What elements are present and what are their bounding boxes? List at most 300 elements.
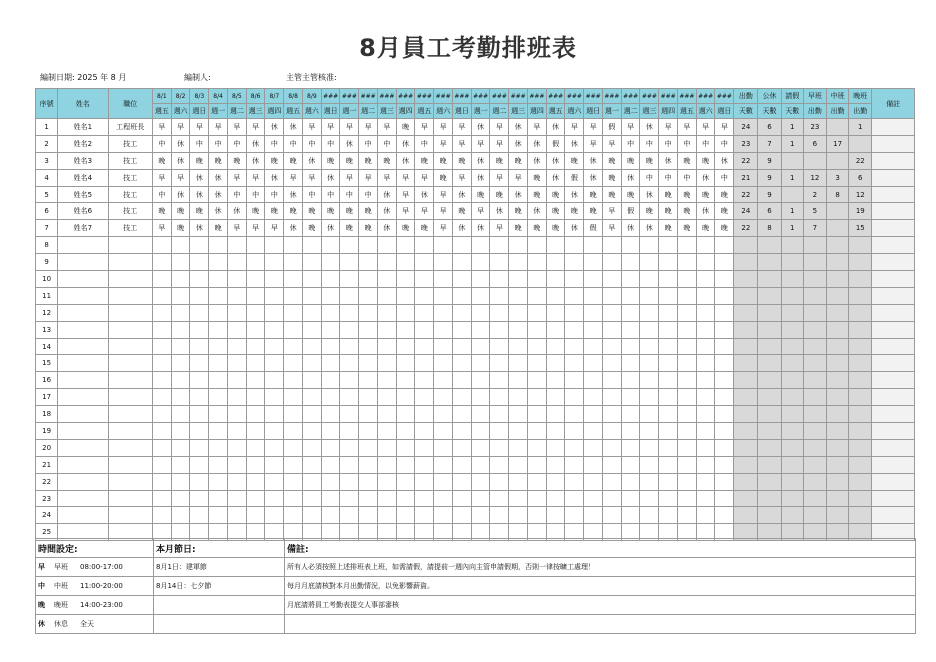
- empty-cell[interactable]: [302, 287, 321, 304]
- empty-cell[interactable]: [471, 389, 490, 406]
- empty-cell[interactable]: [509, 237, 528, 254]
- empty-cell[interactable]: [227, 406, 246, 423]
- empty-cell[interactable]: [565, 507, 584, 524]
- stat-cell[interactable]: [781, 254, 803, 271]
- shift-cell[interactable]: 中: [640, 135, 659, 152]
- empty-cell[interactable]: [359, 406, 378, 423]
- empty-cell[interactable]: [340, 271, 359, 288]
- empty-cell[interactable]: [171, 456, 190, 473]
- stat-cell[interactable]: [827, 321, 849, 338]
- empty-cell[interactable]: [108, 389, 152, 406]
- empty-cell[interactable]: [565, 254, 584, 271]
- empty-cell[interactable]: [677, 473, 696, 490]
- empty-cell[interactable]: [265, 507, 284, 524]
- shift-cell[interactable]: 晚: [715, 220, 734, 237]
- stat-cell[interactable]: [781, 507, 803, 524]
- empty-cell[interactable]: [302, 389, 321, 406]
- shift-cell[interactable]: 早: [152, 119, 171, 136]
- shift-cell[interactable]: 晚: [659, 203, 678, 220]
- empty-cell[interactable]: [396, 287, 415, 304]
- empty-cell[interactable]: [227, 271, 246, 288]
- shift-cell[interactable]: 晚: [527, 169, 546, 186]
- shift-cell[interactable]: 早: [415, 203, 434, 220]
- empty-cell[interactable]: [584, 338, 603, 355]
- empty-cell[interactable]: [190, 490, 209, 507]
- shift-cell[interactable]: 晚: [659, 220, 678, 237]
- empty-cell[interactable]: [415, 406, 434, 423]
- empty-cell[interactable]: [152, 456, 171, 473]
- empty-cell[interactable]: [415, 389, 434, 406]
- empty-cell[interactable]: [640, 406, 659, 423]
- stat-cell[interactable]: [734, 372, 758, 389]
- empty-cell[interactable]: [565, 389, 584, 406]
- shift-cell[interactable]: 假: [546, 135, 565, 152]
- empty-cell[interactable]: [377, 473, 396, 490]
- empty-cell[interactable]: [265, 237, 284, 254]
- empty-cell[interactable]: [640, 237, 659, 254]
- shift-cell[interactable]: 中: [152, 186, 171, 203]
- employee-name[interactable]: 姓名6: [58, 203, 108, 220]
- stat-cell[interactable]: [827, 355, 849, 372]
- empty-cell[interactable]: [490, 254, 509, 271]
- shift-cell[interactable]: 休: [509, 186, 528, 203]
- empty-cell[interactable]: [321, 456, 340, 473]
- stat-cell[interactable]: 6: [803, 135, 826, 152]
- empty-cell[interactable]: [227, 456, 246, 473]
- shift-cell[interactable]: 休: [509, 135, 528, 152]
- empty-cell[interactable]: [490, 473, 509, 490]
- stat-cell[interactable]: [758, 304, 781, 321]
- empty-cell[interactable]: [321, 338, 340, 355]
- empty-cell[interactable]: [227, 490, 246, 507]
- empty-cell[interactable]: [190, 423, 209, 440]
- empty-cell[interactable]: [227, 287, 246, 304]
- empty-cell[interactable]: [190, 338, 209, 355]
- empty-cell[interactable]: [209, 355, 228, 372]
- empty-cell[interactable]: [659, 237, 678, 254]
- empty-cell[interactable]: [265, 406, 284, 423]
- empty-cell[interactable]: [696, 473, 715, 490]
- empty-cell[interactable]: [584, 271, 603, 288]
- stat-cell[interactable]: [781, 439, 803, 456]
- empty-cell[interactable]: [377, 406, 396, 423]
- empty-cell[interactable]: [265, 423, 284, 440]
- empty-cell[interactable]: [152, 490, 171, 507]
- shift-cell[interactable]: 假: [602, 119, 621, 136]
- stat-cell[interactable]: [849, 287, 872, 304]
- shift-cell[interactable]: 休: [584, 169, 603, 186]
- empty-cell[interactable]: [58, 473, 108, 490]
- shift-cell[interactable]: 早: [415, 169, 434, 186]
- empty-cell[interactable]: [677, 271, 696, 288]
- empty-cell[interactable]: [527, 321, 546, 338]
- empty-cell[interactable]: [209, 338, 228, 355]
- empty-cell[interactable]: [302, 355, 321, 372]
- empty-cell[interactable]: [659, 355, 678, 372]
- empty-cell[interactable]: [340, 287, 359, 304]
- employee-position[interactable]: 技工: [108, 220, 152, 237]
- empty-cell[interactable]: [377, 237, 396, 254]
- empty-cell[interactable]: [58, 439, 108, 456]
- empty-cell[interactable]: [246, 355, 265, 372]
- empty-cell[interactable]: [246, 473, 265, 490]
- stat-cell[interactable]: [781, 473, 803, 490]
- shift-cell[interactable]: 休: [321, 220, 340, 237]
- empty-cell[interactable]: [152, 321, 171, 338]
- empty-cell[interactable]: [377, 338, 396, 355]
- empty-cell[interactable]: [227, 254, 246, 271]
- empty-cell[interactable]: [602, 372, 621, 389]
- stat-cell[interactable]: [803, 152, 826, 169]
- shift-cell[interactable]: 晚: [565, 152, 584, 169]
- empty-cell[interactable]: [471, 271, 490, 288]
- stat-cell[interactable]: [734, 389, 758, 406]
- empty-cell[interactable]: [377, 287, 396, 304]
- empty-cell[interactable]: [715, 254, 734, 271]
- shift-cell[interactable]: 休: [284, 220, 303, 237]
- empty-cell[interactable]: [565, 423, 584, 440]
- empty-cell[interactable]: [321, 321, 340, 338]
- shift-cell[interactable]: 晚: [321, 203, 340, 220]
- empty-cell[interactable]: [377, 456, 396, 473]
- empty-cell[interactable]: [359, 321, 378, 338]
- employee-name[interactable]: 姓名2: [58, 135, 108, 152]
- empty-cell[interactable]: [415, 355, 434, 372]
- empty-cell[interactable]: [546, 473, 565, 490]
- empty-cell[interactable]: [396, 321, 415, 338]
- empty-cell[interactable]: [284, 389, 303, 406]
- stat-cell[interactable]: 24: [734, 203, 758, 220]
- shift-cell[interactable]: 假: [621, 203, 640, 220]
- empty-cell[interactable]: [190, 287, 209, 304]
- stat-cell[interactable]: [803, 254, 826, 271]
- empty-cell[interactable]: [359, 355, 378, 372]
- empty-cell[interactable]: [696, 304, 715, 321]
- empty-cell[interactable]: [396, 439, 415, 456]
- empty-cell[interactable]: [108, 355, 152, 372]
- empty-cell[interactable]: [152, 389, 171, 406]
- shift-cell[interactable]: 晚: [302, 203, 321, 220]
- empty-cell[interactable]: [340, 423, 359, 440]
- empty-cell[interactable]: [659, 338, 678, 355]
- empty-cell[interactable]: [471, 338, 490, 355]
- empty-cell[interactable]: [321, 271, 340, 288]
- empty-cell[interactable]: [452, 406, 471, 423]
- empty-cell[interactable]: [602, 507, 621, 524]
- stat-cell[interactable]: 21: [734, 169, 758, 186]
- shift-cell[interactable]: 中: [284, 135, 303, 152]
- empty-cell[interactable]: [227, 389, 246, 406]
- shift-cell[interactable]: 晚: [359, 220, 378, 237]
- empty-cell[interactable]: [246, 287, 265, 304]
- stat-cell[interactable]: [827, 203, 849, 220]
- empty-cell[interactable]: [171, 321, 190, 338]
- remark-cell[interactable]: [872, 119, 915, 136]
- empty-cell[interactable]: [58, 456, 108, 473]
- empty-cell[interactable]: [190, 507, 209, 524]
- empty-cell[interactable]: [546, 406, 565, 423]
- empty-cell[interactable]: [527, 423, 546, 440]
- stat-cell[interactable]: [849, 490, 872, 507]
- stat-cell[interactable]: 22: [734, 186, 758, 203]
- empty-cell[interactable]: [396, 237, 415, 254]
- stat-cell[interactable]: [781, 321, 803, 338]
- empty-cell[interactable]: [377, 389, 396, 406]
- shift-cell[interactable]: 早: [377, 169, 396, 186]
- empty-cell[interactable]: [190, 304, 209, 321]
- stat-cell[interactable]: [849, 389, 872, 406]
- empty-cell[interactable]: [602, 304, 621, 321]
- shift-cell[interactable]: 早: [584, 135, 603, 152]
- shift-cell[interactable]: 休: [190, 186, 209, 203]
- shift-cell[interactable]: 休: [471, 152, 490, 169]
- empty-cell[interactable]: [490, 439, 509, 456]
- stat-cell[interactable]: [734, 338, 758, 355]
- shift-cell[interactable]: 中: [227, 135, 246, 152]
- stat-cell[interactable]: [827, 338, 849, 355]
- stat-cell[interactable]: [803, 287, 826, 304]
- stat-cell[interactable]: 7: [803, 220, 826, 237]
- empty-cell[interactable]: [209, 389, 228, 406]
- empty-cell[interactable]: [434, 304, 453, 321]
- shift-cell[interactable]: 晚: [452, 203, 471, 220]
- stat-cell[interactable]: [827, 490, 849, 507]
- stat-cell[interactable]: 7: [758, 135, 781, 152]
- empty-cell[interactable]: [434, 237, 453, 254]
- empty-cell[interactable]: [396, 338, 415, 355]
- empty-cell[interactable]: [171, 473, 190, 490]
- shift-cell[interactable]: 休: [209, 203, 228, 220]
- stat-cell[interactable]: 6: [758, 119, 781, 136]
- empty-cell[interactable]: [696, 423, 715, 440]
- empty-cell[interactable]: [265, 456, 284, 473]
- shift-cell[interactable]: 晚: [302, 220, 321, 237]
- shift-cell[interactable]: 早: [621, 119, 640, 136]
- empty-cell[interactable]: [452, 372, 471, 389]
- empty-cell[interactable]: [415, 456, 434, 473]
- shift-cell[interactable]: 中: [715, 169, 734, 186]
- stat-cell[interactable]: [849, 321, 872, 338]
- empty-cell[interactable]: [621, 389, 640, 406]
- empty-cell[interactable]: [171, 355, 190, 372]
- stat-cell[interactable]: 17: [827, 135, 849, 152]
- shift-cell[interactable]: 早: [659, 119, 678, 136]
- empty-cell[interactable]: [640, 490, 659, 507]
- empty-cell[interactable]: [190, 355, 209, 372]
- shift-cell[interactable]: 中: [265, 186, 284, 203]
- shift-cell[interactable]: 休: [452, 220, 471, 237]
- empty-cell[interactable]: [284, 287, 303, 304]
- empty-cell[interactable]: [227, 473, 246, 490]
- empty-cell[interactable]: [246, 304, 265, 321]
- shift-cell[interactable]: 早: [602, 135, 621, 152]
- empty-cell[interactable]: [434, 254, 453, 271]
- empty-cell[interactable]: [621, 287, 640, 304]
- empty-cell[interactable]: [396, 507, 415, 524]
- empty-cell[interactable]: [621, 271, 640, 288]
- empty-cell[interactable]: [284, 321, 303, 338]
- empty-cell[interactable]: [640, 321, 659, 338]
- empty-cell[interactable]: [696, 406, 715, 423]
- empty-cell[interactable]: [359, 271, 378, 288]
- stat-cell[interactable]: [849, 372, 872, 389]
- stat-cell[interactable]: [734, 304, 758, 321]
- stat-cell[interactable]: 1: [781, 135, 803, 152]
- empty-cell[interactable]: [546, 507, 565, 524]
- empty-cell[interactable]: [152, 423, 171, 440]
- empty-cell[interactable]: [209, 507, 228, 524]
- empty-cell[interactable]: [171, 254, 190, 271]
- empty-cell[interactable]: [209, 271, 228, 288]
- shift-cell[interactable]: 休: [171, 186, 190, 203]
- stat-cell[interactable]: [803, 389, 826, 406]
- empty-cell[interactable]: [108, 372, 152, 389]
- empty-cell[interactable]: [434, 355, 453, 372]
- empty-cell[interactable]: [302, 372, 321, 389]
- empty-cell[interactable]: [490, 406, 509, 423]
- empty-cell[interactable]: [509, 287, 528, 304]
- shift-cell[interactable]: 早: [602, 203, 621, 220]
- empty-cell[interactable]: [246, 439, 265, 456]
- shift-cell[interactable]: 晚: [396, 220, 415, 237]
- empty-cell[interactable]: [677, 490, 696, 507]
- shift-cell[interactable]: 早: [434, 220, 453, 237]
- empty-cell[interactable]: [565, 439, 584, 456]
- shift-cell[interactable]: 早: [434, 135, 453, 152]
- stat-cell[interactable]: [827, 389, 849, 406]
- stat-cell[interactable]: [849, 338, 872, 355]
- empty-cell[interactable]: [152, 287, 171, 304]
- shift-cell[interactable]: 休: [509, 119, 528, 136]
- empty-cell[interactable]: [715, 389, 734, 406]
- empty-cell[interactable]: [246, 372, 265, 389]
- empty-cell[interactable]: [490, 287, 509, 304]
- shift-cell[interactable]: 晚: [415, 152, 434, 169]
- empty-cell[interactable]: [602, 389, 621, 406]
- empty-cell[interactable]: [659, 321, 678, 338]
- empty-cell[interactable]: [621, 490, 640, 507]
- shift-cell[interactable]: 早: [471, 203, 490, 220]
- stat-cell[interactable]: [781, 372, 803, 389]
- empty-cell[interactable]: [415, 271, 434, 288]
- shift-cell[interactable]: 休: [621, 169, 640, 186]
- shift-cell[interactable]: 晚: [246, 203, 265, 220]
- shift-cell[interactable]: 晚: [677, 186, 696, 203]
- shift-cell[interactable]: 晚: [471, 186, 490, 203]
- empty-cell[interactable]: [546, 304, 565, 321]
- empty-cell[interactable]: [415, 254, 434, 271]
- empty-cell[interactable]: [565, 321, 584, 338]
- stat-cell[interactable]: [734, 507, 758, 524]
- empty-cell[interactable]: [321, 372, 340, 389]
- empty-cell[interactable]: [58, 389, 108, 406]
- empty-cell[interactable]: [396, 473, 415, 490]
- shift-cell[interactable]: 中: [321, 135, 340, 152]
- empty-cell[interactable]: [321, 254, 340, 271]
- empty-cell[interactable]: [621, 423, 640, 440]
- shift-cell[interactable]: 晚: [340, 152, 359, 169]
- empty-cell[interactable]: [340, 355, 359, 372]
- empty-cell[interactable]: [209, 254, 228, 271]
- empty-cell[interactable]: [340, 389, 359, 406]
- shift-cell[interactable]: 早: [171, 119, 190, 136]
- shift-cell[interactable]: 早: [584, 119, 603, 136]
- empty-cell[interactable]: [340, 490, 359, 507]
- empty-cell[interactable]: [696, 271, 715, 288]
- empty-cell[interactable]: [415, 507, 434, 524]
- shift-cell[interactable]: 晚: [715, 186, 734, 203]
- empty-cell[interactable]: [677, 287, 696, 304]
- empty-cell[interactable]: [677, 507, 696, 524]
- empty-cell[interactable]: [490, 237, 509, 254]
- empty-cell[interactable]: [490, 389, 509, 406]
- empty-cell[interactable]: [321, 287, 340, 304]
- shift-cell[interactable]: 休: [546, 152, 565, 169]
- stat-cell[interactable]: 24: [734, 119, 758, 136]
- empty-cell[interactable]: [640, 372, 659, 389]
- shift-cell[interactable]: 晚: [677, 203, 696, 220]
- empty-cell[interactable]: [377, 355, 396, 372]
- shift-cell[interactable]: 休: [659, 152, 678, 169]
- empty-cell[interactable]: [452, 338, 471, 355]
- empty-cell[interactable]: [659, 423, 678, 440]
- empty-cell[interactable]: [659, 406, 678, 423]
- empty-cell[interactable]: [696, 507, 715, 524]
- shift-cell[interactable]: 休: [471, 169, 490, 186]
- empty-cell[interactable]: [715, 355, 734, 372]
- stat-cell[interactable]: [758, 237, 781, 254]
- empty-cell[interactable]: [152, 237, 171, 254]
- stat-cell[interactable]: [803, 423, 826, 440]
- shift-cell[interactable]: 晚: [546, 203, 565, 220]
- empty-cell[interactable]: [715, 473, 734, 490]
- empty-cell[interactable]: [602, 237, 621, 254]
- stat-cell[interactable]: [827, 152, 849, 169]
- empty-cell[interactable]: [565, 287, 584, 304]
- shift-cell[interactable]: 晚: [209, 152, 228, 169]
- empty-cell[interactable]: [152, 473, 171, 490]
- empty-cell[interactable]: [434, 372, 453, 389]
- empty-cell[interactable]: [490, 304, 509, 321]
- shift-cell[interactable]: 休: [546, 169, 565, 186]
- empty-cell[interactable]: [377, 372, 396, 389]
- empty-cell[interactable]: [602, 473, 621, 490]
- shift-cell[interactable]: 早: [246, 220, 265, 237]
- empty-cell[interactable]: [490, 423, 509, 440]
- empty-cell[interactable]: [490, 456, 509, 473]
- shift-cell[interactable]: 休: [452, 186, 471, 203]
- empty-cell[interactable]: [640, 355, 659, 372]
- stat-cell[interactable]: [827, 406, 849, 423]
- stat-cell[interactable]: [734, 254, 758, 271]
- empty-cell[interactable]: [396, 389, 415, 406]
- empty-cell[interactable]: [302, 406, 321, 423]
- empty-cell[interactable]: [246, 423, 265, 440]
- empty-cell[interactable]: [415, 473, 434, 490]
- stat-cell[interactable]: 3: [827, 169, 849, 186]
- empty-cell[interactable]: [396, 355, 415, 372]
- empty-cell[interactable]: [621, 372, 640, 389]
- empty-cell[interactable]: [265, 490, 284, 507]
- shift-cell[interactable]: 休: [171, 135, 190, 152]
- empty-cell[interactable]: [509, 271, 528, 288]
- stat-cell[interactable]: [827, 119, 849, 136]
- empty-cell[interactable]: [602, 271, 621, 288]
- empty-cell[interactable]: [452, 287, 471, 304]
- empty-cell[interactable]: [696, 237, 715, 254]
- remark-cell[interactable]: [872, 355, 915, 372]
- stat-cell[interactable]: [734, 423, 758, 440]
